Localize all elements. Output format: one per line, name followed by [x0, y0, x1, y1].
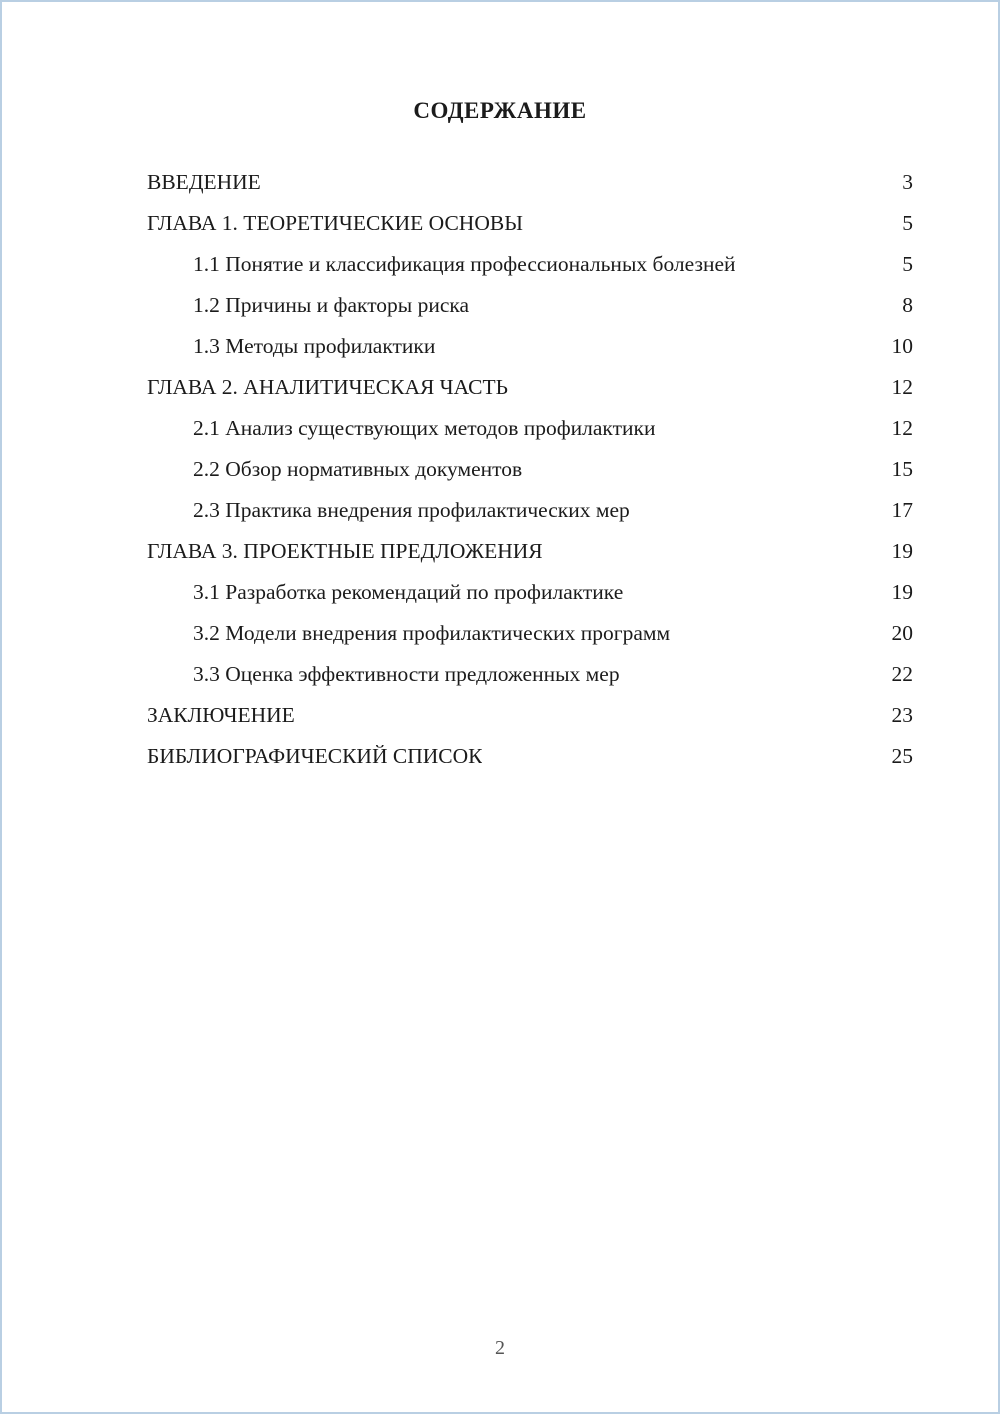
toc-entry-3-1: [147, 572, 913, 613]
toc-entry-page: 22: [891, 662, 913, 686]
toc-entry-2-1: [147, 408, 913, 449]
toc-entry-1-3: [147, 326, 913, 367]
toc-entry-label: 1.3 Методы профилактики: [193, 334, 436, 358]
toc-entry-page: 3: [902, 170, 913, 194]
toc-entry-bibliography: [147, 736, 913, 777]
toc-entry-page: 20: [891, 621, 913, 645]
toc-entry-label: ЗАКЛЮЧЕНИЕ: [147, 703, 295, 727]
toc-entry-page: 12: [891, 375, 913, 399]
toc-entry-page: 12: [891, 416, 913, 440]
toc-entry-chapter-1: [147, 203, 913, 244]
toc-entry-1-2: [147, 285, 913, 326]
toc-entry-2-2: [147, 449, 913, 490]
toc-entry-label: ВВЕДЕНИЕ: [147, 170, 261, 194]
toc-entry-page: 10: [891, 334, 913, 358]
toc-entry-page: 8: [902, 293, 913, 317]
toc-entry-label: 3.1 Разработка рекомендаций по профилактике: [193, 580, 624, 604]
toc-entry-page: 19: [891, 580, 913, 604]
toc-entry-label: 1.2 Причины и факторы риска: [193, 293, 470, 317]
toc-entry-page: 19: [891, 539, 913, 563]
toc-entry-label: 2.1 Анализ существующих методов профилактики: [193, 416, 656, 440]
toc-entry-label: 3.2 Модели внедрения профилактических программ: [193, 621, 671, 645]
toc-entry-label: 3.3 Оценка эффективности предложенных мер: [193, 662, 620, 686]
toc-entry-label: БИБЛИОГРАФИЧЕСКИЙ СПИСОК: [147, 744, 483, 768]
toc-entry-page: 25: [891, 744, 913, 768]
toc-entry-label: 1.1 Понятие и классификация профессиональных болезней: [193, 252, 736, 276]
toc-entry-page: 15: [891, 457, 913, 481]
toc-entry-page: 5: [902, 252, 913, 276]
page-title: СОДЕРЖАНИЕ: [413, 98, 587, 123]
toc-entry-zaklyuchenie: [147, 695, 913, 736]
toc-entry-label: 2.2 Обзор нормативных документов: [193, 457, 523, 481]
footer-page-number: 2: [495, 1337, 505, 1359]
toc-entry-vvedenie: [147, 162, 913, 203]
toc-entry-2-3: [147, 490, 913, 531]
toc-entry-3-3: [147, 654, 913, 695]
toc-entry-chapter-2: [147, 367, 913, 408]
toc-entry-page: 17: [891, 498, 913, 522]
toc-entry-page: 23: [891, 703, 913, 727]
toc-entry-label: 2.3 Практика внедрения профилактических мер: [193, 498, 630, 522]
toc-entry-label: ГЛАВА 1. ТЕОРЕТИЧЕСКИЕ ОСНОВЫ: [147, 211, 523, 235]
table-of-contents: [2, 162, 998, 777]
toc-entry-chapter-3: [147, 531, 913, 572]
toc-entry-label: ГЛАВА 2. АНАЛИТИЧЕСКАЯ ЧАСТЬ: [147, 375, 508, 399]
toc-entry-page: 5: [902, 211, 913, 235]
toc-entry-label: ГЛАВА 3. ПРОЕКТНЫЕ ПРЕДЛОЖЕНИЯ: [147, 539, 543, 563]
toc-entry-3-2: [147, 613, 913, 654]
toc-entry-1-1: [147, 244, 913, 285]
